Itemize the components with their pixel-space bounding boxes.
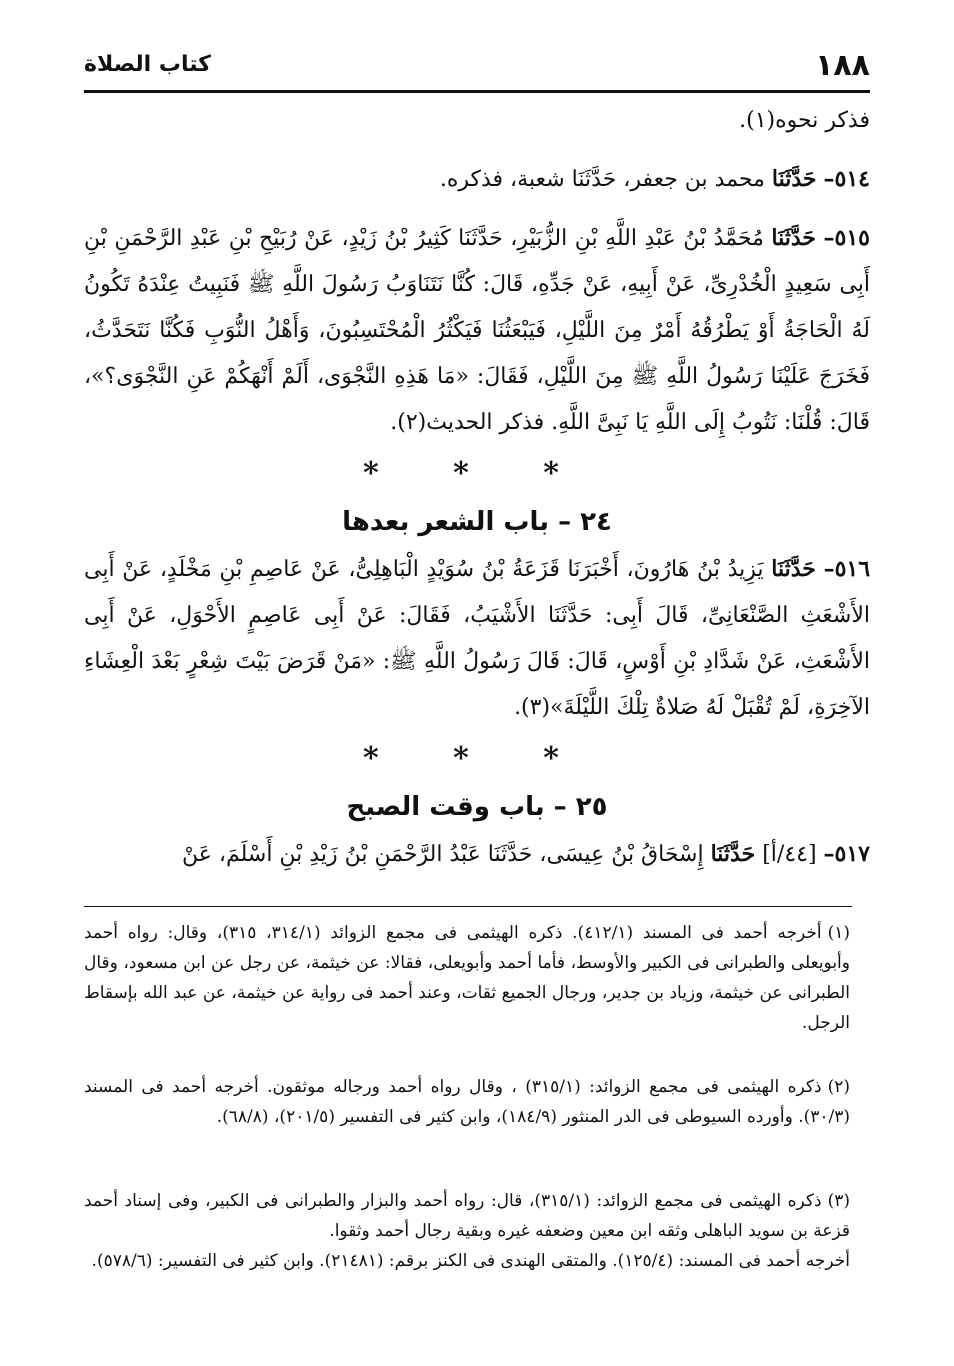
hadith-517 xyxy=(84,831,870,878)
hadith-516 xyxy=(84,546,870,731)
hadith-514 xyxy=(84,156,870,203)
hadith-515 xyxy=(84,215,870,446)
section-separator: * * * xyxy=(363,456,591,491)
footnote-label: (٣) xyxy=(827,1191,850,1211)
haddatha-word: حَدَّثَنَا xyxy=(771,556,816,582)
haddatha-word: حَدَّثَنَا xyxy=(771,166,817,192)
manuscript-ref: [٤٤/أ] xyxy=(762,842,817,867)
haddatha-word: حَدَّثَنَا xyxy=(771,225,817,251)
footnote-1 xyxy=(84,918,850,1038)
intro-line: فذكر نحوه(١). xyxy=(739,108,870,133)
footnote-3 xyxy=(84,1186,850,1276)
page-number: ١٨٨ xyxy=(815,48,870,83)
hadith-text: إِسْحَاقُ بْنُ عِيسَى، حَدَّثَنَا عَبْدُ الرَّحْمَنِ بْنُ زَيْدِ بْنِ أَسْلَمَ، عَنْ xyxy=(182,842,704,867)
page-header xyxy=(84,44,870,93)
hadith-number: ٥١٤– xyxy=(823,166,870,192)
haddatha-word: حَدَّثَنَا xyxy=(710,841,756,867)
hadith-number: ٥١٦– xyxy=(823,556,871,582)
hadith-text: يَزِيدُ بْنُ هَارُونَ، أَخْبَرَنَا قَزَعَةُ بْنُ سُوَيْدٍ الْبَاهِلِىُّ، عَنْ عَاصِمِ بْنِ مَخْلَدٍ، عَنْ أَبِى الأَشْعَثِ الصَّنْعَانِىِّ، قَالَ أَبِى: حَدَّثَنَا الأَشْيَبُ، فَقَالَ: عَنْ أَبِى عَاصِمٍ الأَحْوَلِ، عَنْ أَبِى الأَشْعَثِ، عَنْ شَدَّادِ بْنِ أَوْسٍ، قَالَ: قَالَ رَسُولُ اللَّهِ ﷺ: «مَنْ قَرَضَ بَيْتَ شِعْرٍ بَعْدَ الْعِشَاءِ الآخِرَةِ، لَمْ تُقْبَلْ لَهُ صَلاةٌ تِلْكَ اللَّيْلَةَ»(٣). xyxy=(84,557,870,720)
chapter-heading-25: ٢٥ – باب وقت الصبح xyxy=(346,792,608,822)
footnote-text-continued: أخرجه أحمد فى المسند: (١٢٥/٤). والمتقى الهندى فى الكنز برقم: (٢١٤٨١). وابن كثير فى التفسير: (٥٧٨/٦). xyxy=(91,1251,850,1271)
footnote-divider xyxy=(84,906,852,907)
footnote-label: (٢) xyxy=(827,1077,850,1097)
footnote-text: أخرجه أحمد فى المسند (٤١٢/١). ذكره الهيثمى فى مجمع الزوائد (٣١٤/١، ٣١٥)، وقال: رواه أحمد وأبويعلى والطبرانى فى الكبير والأوسط، فأما أحمد وأبويعلى، فقالا: عن خيثمة، عن رجل عن ابن مسعود، وقال الطبرانى عن خيثمة، وزياد بن جدير، ورجال الجميع ثقات، وعند أحمد فى رواية عن خيثمة، عن عبد الله بإسقاط الرجل. xyxy=(84,923,850,1033)
footnote-label: (١) xyxy=(827,923,850,943)
hadith-text: محمد بن جعفر، حَدَّثَنَا شعبة، فذكره. xyxy=(439,167,765,192)
hadith-number: ٥١٥– xyxy=(823,225,870,251)
main-text xyxy=(84,98,870,878)
footnote-text: ذكره الهيثمى فى مجمع الزوائد: (٣١٥/١) ، وقال رواه أحمد ورجاله موثقون. أخرجه أحمد فى المسند (٣٠/٣). وأورده السيوطى فى الدر المنثور (١٨٤/٩)، وابن كثير فى التفسير (٢٠١/٥)، (٦٨/٨). xyxy=(84,1077,850,1127)
hadith-text: مُحَمَّدُ بْنُ عَبْدِ اللَّهِ بْنِ الزُّبَيْرِ، حَدَّثَنَا كَثِيرُ بْنُ زَيْدٍ، عَنْ رُبَيْحِ بْنِ عَبْدِ الرَّحْمَنِ بْنِ أَبِى سَعِيدٍ الْخُدْرِىِّ، عَنْ أَبِيهِ، عَنْ جَدِّهِ، قَالَ: كُنَّا نَتَنَاوَبُ رَسُولَ اللَّهِ ﷺ فَنَبِيتُ عِنْدَهُ تَكُونُ لَهُ الْحَاجَةُ أَوْ يَطْرُقُهُ أَمْرٌ مِنَ اللَّيْلِ، فَيَبْعَثُنَا فَيَكْثُرُ الْمُحْتَسِبُونَ، وَأَهْلُ النُّوَبِ فَكُنَّا نَتَحَدَّثُ، فَخَرَجَ عَلَيْنَا رَسُولُ اللَّهِ ﷺ مِنَ اللَّيْلِ، فَقَالَ: «مَا هَذِهِ النَّجْوَى، أَلَمْ أَنْهَكُمْ عَنِ النَّجْوَى؟»، قَالَ: قُلْنَا: نَتُوبُ إِلَى اللَّهِ يَا نَبِىَّ اللَّهِ. فذكر الحديث(٢). xyxy=(84,226,870,435)
section-separator: * * * xyxy=(363,741,591,776)
chapter-heading-24: ٢٤ – باب الشعر بعدها xyxy=(342,507,612,537)
hadith-number: ٥١٧– xyxy=(823,841,870,867)
footnote-2 xyxy=(84,1072,850,1132)
running-title: كتاب الصلاة xyxy=(84,52,211,77)
footnote-text: ذكره الهيثمى فى مجمع الزوائد: (٣١٥/١)، قال: رواه أحمد والبزار والطبرانى فى الكبير، وفى إسناد أحمد قزعة بن سويد الباهلى وثقه ابن معين وضعفه غيره وبقية رجال أحمد وثقوا. xyxy=(84,1191,850,1241)
